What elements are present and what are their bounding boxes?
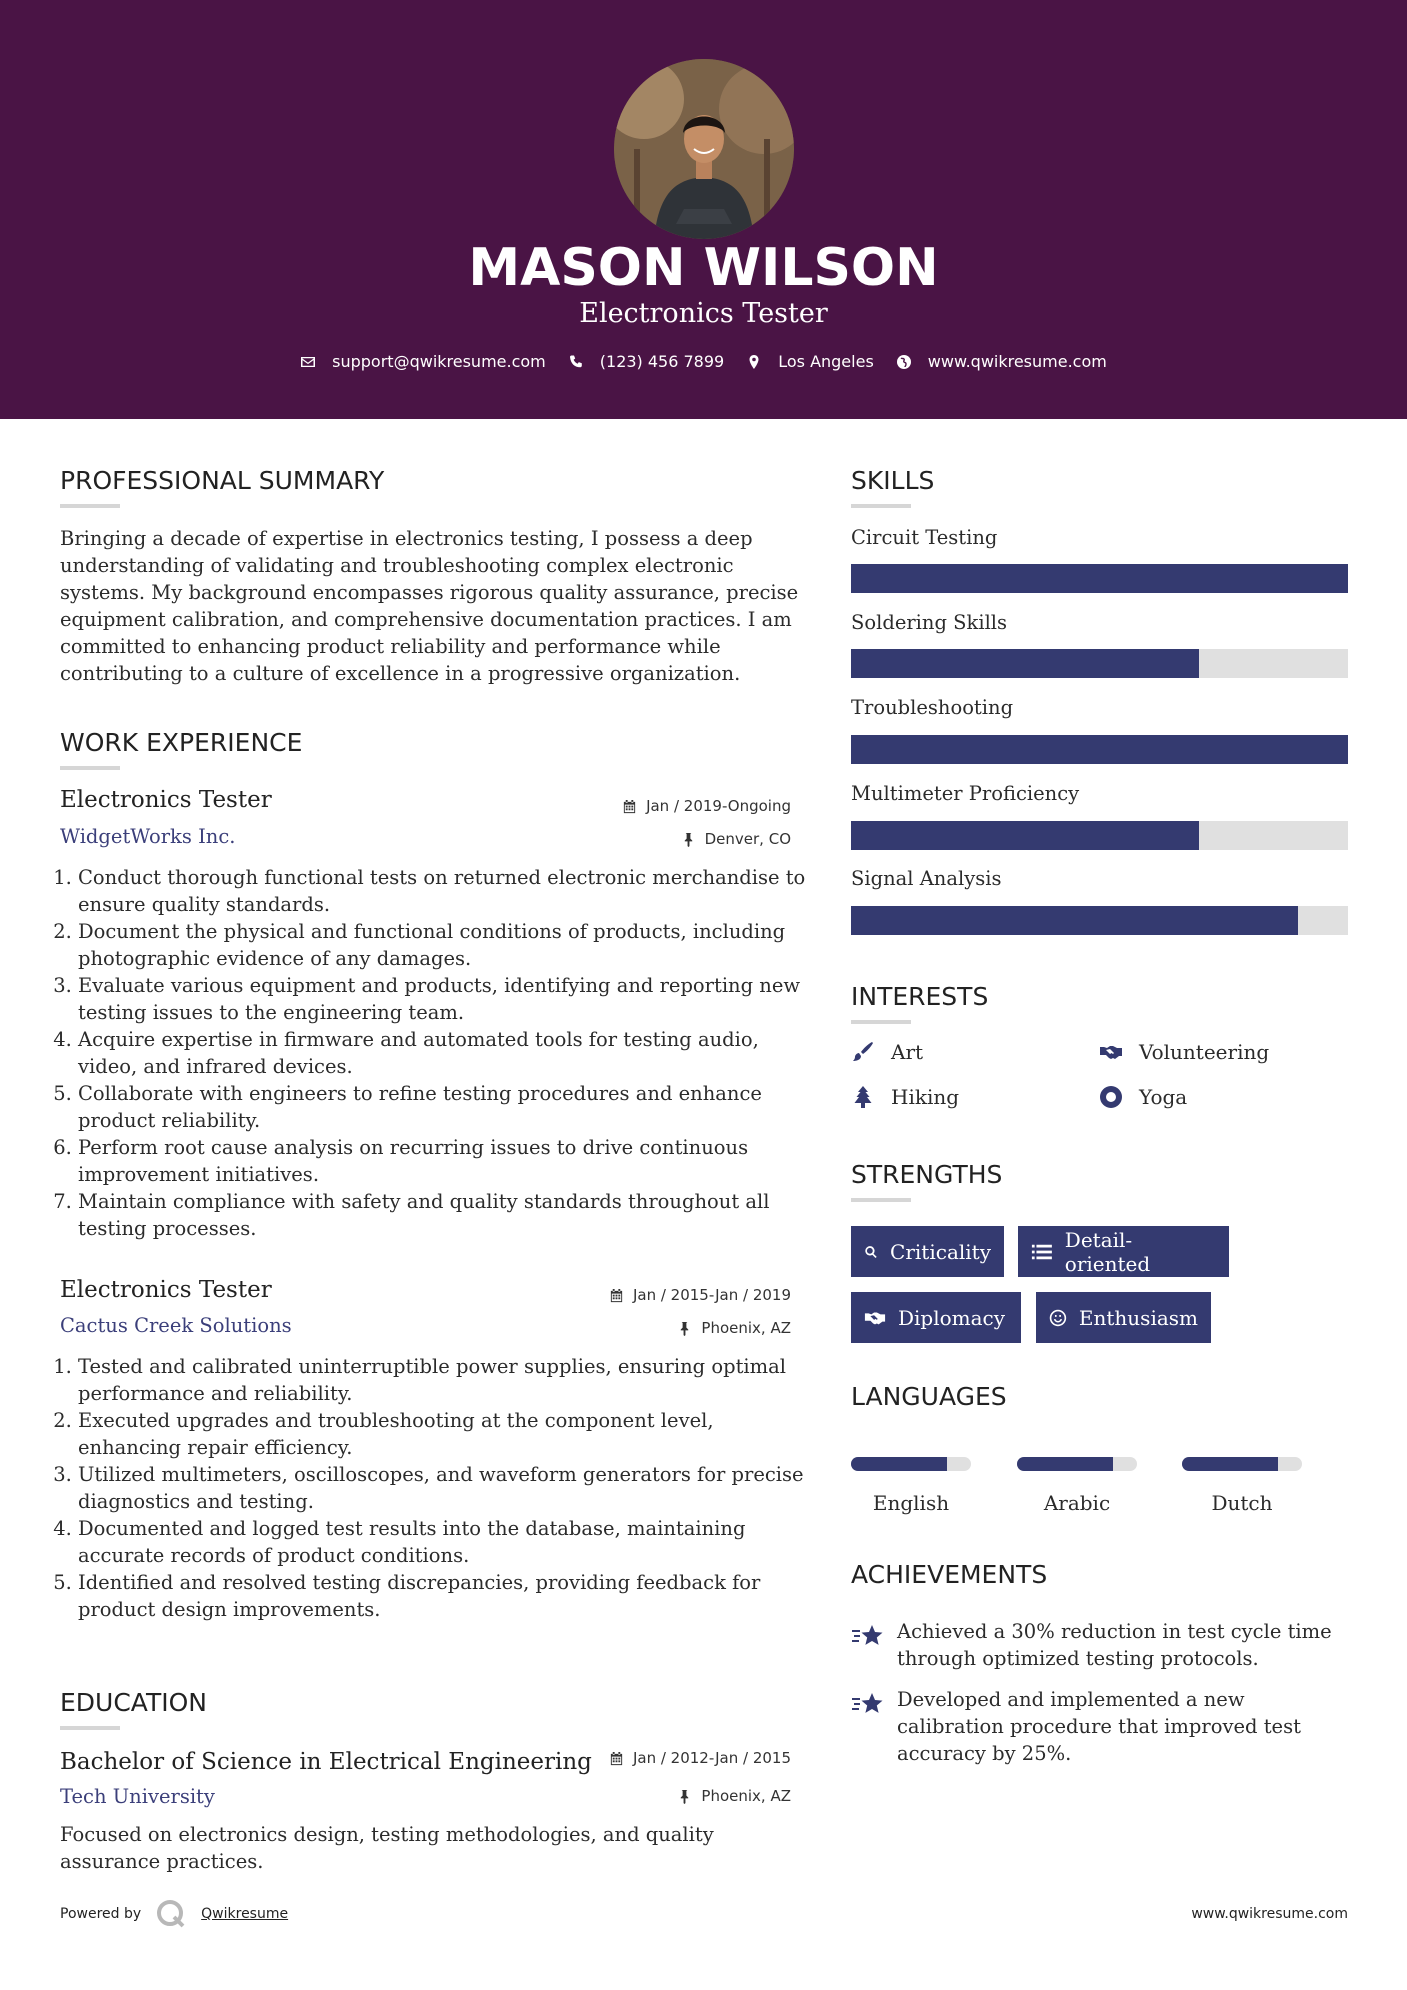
website-text: www.qwikresume.com xyxy=(927,352,1107,371)
list-icon xyxy=(1031,1241,1053,1263)
interest-label: Volunteering xyxy=(1139,1040,1270,1064)
interests-divider xyxy=(851,1020,911,1024)
job-2-location xyxy=(677,1319,791,1337)
skill-fill xyxy=(851,906,1298,935)
job-2-dates xyxy=(609,1286,791,1304)
language-name: Dutch xyxy=(1211,1491,1273,1515)
email-text: support@qwikresume.com xyxy=(332,352,546,371)
powered-by-text: Powered by xyxy=(60,1906,142,1922)
skill-bar xyxy=(851,735,1348,764)
search-icon xyxy=(864,1241,878,1263)
job-2-title: Electronics Tester xyxy=(60,1277,272,1303)
job-1-dates-text: Jan / 2019-Ongoing xyxy=(646,797,791,815)
interest-volunteering xyxy=(1099,1040,1269,1064)
skill-fill xyxy=(851,649,1199,678)
strength-tag xyxy=(851,1226,1004,1277)
footer-url[interactable]: www.qwikresume.com xyxy=(1191,1906,1348,1922)
strengths-divider xyxy=(851,1198,911,1202)
achievement-text: Achieved a 30% reduction in test cycle time through optimized testing protocols. xyxy=(897,1620,1332,1670)
list-item: 2. Executed upgrades and troubleshooting at the component level, enhancing repair efficiency. xyxy=(78,1407,809,1461)
strength-label: Diplomacy xyxy=(898,1305,1006,1330)
education-heading: EDUCATION xyxy=(60,1688,207,1717)
pushpin-icon xyxy=(677,1789,692,1804)
strength-label: Enthusiasm xyxy=(1078,1305,1198,1330)
list-item: 7. Maintain compliance with safety and quality standards throughout all testing processes. xyxy=(78,1188,809,1242)
language-fill xyxy=(851,1457,947,1471)
skill-bar xyxy=(851,821,1348,850)
calendar-icon xyxy=(609,1751,624,1766)
interest-label: Hiking xyxy=(891,1085,960,1109)
interest-hiking xyxy=(851,1085,959,1109)
achievement-item xyxy=(851,1618,1348,1672)
calendar-icon xyxy=(609,1288,624,1303)
languages-heading: LANGUAGES xyxy=(851,1382,1007,1411)
skill-name: Soldering Skills xyxy=(851,611,1008,634)
job-2-duties xyxy=(60,1353,809,1623)
language-item xyxy=(851,1457,971,1515)
skill-name: Troubleshooting xyxy=(851,696,1014,719)
list-item: 3. Utilized multimeters, oscilloscopes, and waveform generators for precise diagnostics and testing. xyxy=(78,1461,809,1515)
skill-name: Circuit Testing xyxy=(851,526,998,549)
skill-bar xyxy=(851,564,1348,593)
job-1-company: WidgetWorks Inc. xyxy=(60,825,236,848)
handshake-icon xyxy=(1099,1040,1123,1064)
education-school: Tech University xyxy=(60,1785,215,1808)
strength-label: Criticality xyxy=(890,1239,991,1264)
list-item: 1. Conduct thorough functional tests on returned electronic merchandise to ensure quality standards. xyxy=(78,864,809,918)
location-text: Los Angeles xyxy=(778,352,874,371)
interests-heading: INTERESTS xyxy=(851,982,989,1011)
lifebuoy-icon xyxy=(1099,1085,1123,1109)
job-2-dates-text: Jan / 2015-Jan / 2019 xyxy=(632,1286,791,1304)
skill-fill xyxy=(851,821,1199,850)
right-column xyxy=(851,0,1348,1990)
list-item: 5. Collaborate with engineers to refine testing procedures and enhance product reliability. xyxy=(78,1080,809,1134)
language-name: English xyxy=(872,1491,950,1515)
job-1-duties xyxy=(60,864,809,1242)
achievements-heading: ACHIEVEMENTS xyxy=(851,1560,1048,1589)
calendar-icon xyxy=(622,799,637,814)
strength-label: Detail-oriented xyxy=(1064,1227,1151,1276)
skill-name: Signal Analysis xyxy=(851,867,1002,890)
summary-text: Bringing a decade of expertise in electronics testing, I possess a deep understanding of validating and troubleshooting complex electronic systems. My background encompasses rigorous quality assurance, precise equipment calibration, and comprehensive documentation practices. I am committed to enhancing product reliability and performance while contributing to a culture of excellence in a progressive organization. xyxy=(60,527,799,685)
job-1-location xyxy=(681,830,791,848)
language-item xyxy=(1182,1457,1302,1515)
candidate-title: Electronics Tester xyxy=(579,298,828,329)
list-item: 5. Identified and resolved testing discrepancies, providing feedback for product design improvements. xyxy=(78,1569,809,1623)
education-degree: Bachelor of Science in Electrical Engineering xyxy=(60,1749,592,1775)
list-item: 6. Perform root cause analysis on recurring issues to drive continuous improvement initiatives. xyxy=(78,1134,809,1188)
achievement-text: Developed and implemented a new calibration procedure that improved test accuracy by 25%. xyxy=(897,1688,1301,1765)
qwikresume-link[interactable]: Qwikresume xyxy=(201,1906,289,1922)
tree-icon xyxy=(851,1085,875,1109)
job-1-dates xyxy=(622,797,791,815)
skills-divider xyxy=(851,504,911,508)
pushpin-icon xyxy=(677,1321,692,1336)
education-description: Focused on electronics design, testing methodologies, and quality assurance practices. xyxy=(60,1823,714,1873)
list-item: 3. Evaluate various equipment and products, identifying and reporting new testing issues to the engineering team. xyxy=(78,972,809,1026)
skill-fill xyxy=(851,735,1348,764)
job-2-company: Cactus Creek Solutions xyxy=(60,1314,292,1337)
language-fill xyxy=(1017,1457,1113,1471)
phone-text: (123) 456 7899 xyxy=(599,352,725,371)
language-fill xyxy=(1182,1457,1278,1471)
pushpin-icon xyxy=(681,832,696,847)
summary-divider xyxy=(60,504,120,508)
skill-fill xyxy=(851,564,1348,593)
skill-bar xyxy=(851,649,1348,678)
education-dates-text: Jan / 2012-Jan / 2015 xyxy=(632,1749,791,1767)
experience-heading: WORK EXPERIENCE xyxy=(60,728,303,757)
education-dates xyxy=(609,1749,791,1767)
language-bar xyxy=(1017,1457,1137,1471)
skill-name: Multimeter Proficiency xyxy=(851,782,1080,805)
experience-divider xyxy=(60,766,120,770)
shooting-star-icon xyxy=(851,1622,885,1652)
strength-tag xyxy=(851,1292,1021,1343)
language-bar xyxy=(851,1457,971,1471)
list-item: 2. Document the physical and functional conditions of products, including photographic evidence of any damages. xyxy=(78,918,809,972)
education-location xyxy=(677,1787,791,1805)
footer-powered-by xyxy=(60,1898,288,1930)
strength-tag xyxy=(1036,1292,1211,1343)
list-item: 4. Documented and logged test results into the database, maintaining accurate records of product conditions. xyxy=(78,1515,809,1569)
left-column xyxy=(60,0,806,1990)
qwikresume-logo-icon xyxy=(155,1898,187,1930)
paint-brush-icon xyxy=(851,1040,875,1064)
list-item: 1. Tested and calibrated uninterruptible power supplies, ensuring optimal performance and reliability. xyxy=(78,1353,809,1407)
education-location-text: Phoenix, AZ xyxy=(701,1787,791,1805)
skills-heading: SKILLS xyxy=(851,466,935,495)
interest-yoga xyxy=(1099,1085,1187,1109)
candidate-name: MASON WILSON xyxy=(468,238,939,298)
interest-label: Art xyxy=(891,1040,924,1064)
summary-heading: PROFESSIONAL SUMMARY xyxy=(60,466,385,495)
strength-tag xyxy=(1018,1226,1229,1277)
strengths-heading: STRENGTHS xyxy=(851,1160,1003,1189)
achievement-item xyxy=(851,1686,1348,1767)
list-item: 4. Acquire expertise in firmware and automated tools for testing audio, video, and infrared devices. xyxy=(78,1026,809,1080)
job-2-location-text: Phoenix, AZ xyxy=(701,1319,791,1337)
language-name: Arabic xyxy=(1043,1491,1111,1515)
skill-bar xyxy=(851,906,1348,935)
job-1-location-text: Denver, CO xyxy=(704,830,791,848)
interest-label: Yoga xyxy=(1139,1085,1188,1109)
shooting-star-icon xyxy=(851,1690,885,1720)
interest-art xyxy=(851,1040,923,1064)
language-bar xyxy=(1182,1457,1302,1471)
education-divider xyxy=(60,1726,120,1730)
smile-icon xyxy=(1049,1307,1067,1329)
job-1-title: Electronics Tester xyxy=(60,787,272,813)
handshake-icon xyxy=(864,1307,886,1329)
language-item xyxy=(1017,1457,1137,1515)
